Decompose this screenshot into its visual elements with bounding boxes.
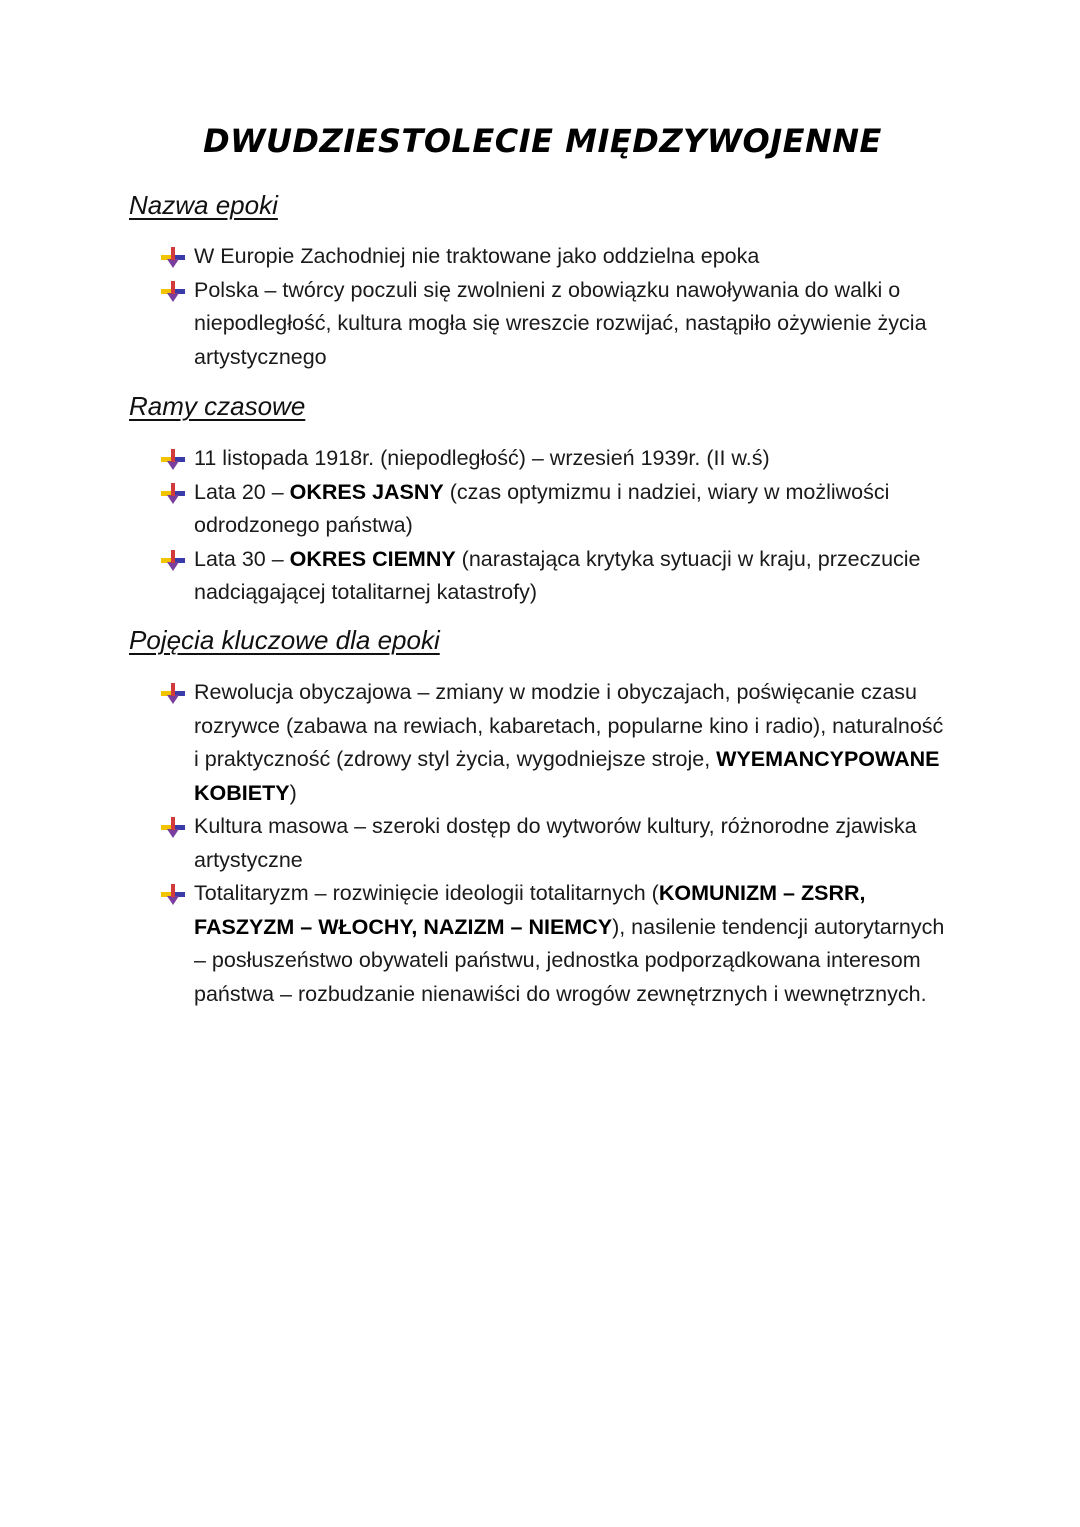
bullet-list (0, 676, 1080, 1011)
list-item (0, 274, 954, 375)
item-text: Polska – twórcy poczuli się zwolnieni z obowiązku nawoływania do walki o niepodległość, kultura mogła się wreszcie rozwijać, nastąpiło ożywienie życia artystycznego (194, 277, 927, 369)
list-item (0, 810, 954, 877)
bold-text: OKRES CIEMNY (289, 546, 456, 571)
cross-arrow-bullet-icon (160, 482, 186, 504)
bold-text: WYEMANCYPOWANE KOBIETY (194, 747, 940, 805)
item-text: Lata 30 – (194, 546, 290, 571)
item-text: W Europie Zachodniej nie traktowane jako oddzielna epoka (194, 244, 760, 268)
page-title: DWUDZIESTOLECIE MIĘDZYWOJENNE (203, 122, 882, 160)
item-text: ) (289, 780, 297, 805)
item-text: Rewolucja obyczajowa – zmiany w modzie i obyczajach, poświęcanie czasu rozrywce (zabawa na rewiach, kabaretach, popularne kino i radio), naturalność i praktyczność (zdrowy styl życia, wygodniejsze stroje, (194, 680, 944, 771)
bullet-list (0, 240, 1080, 374)
cross-arrow-bullet-icon (160, 549, 186, 571)
list-item (0, 877, 954, 1011)
cross-arrow-bullet-icon (160, 246, 186, 268)
bold-text: OKRES JASNY (289, 479, 444, 504)
item-text: Totalitaryzm – rozwinięcie ideologii totalitarnych ( (194, 881, 659, 905)
item-text: (narastająca krytyka sytuacji w kraju, przeczucie nadciągającej totalitarnej katastrofy) (194, 546, 921, 604)
cross-arrow-bullet-icon (160, 883, 186, 905)
item-text: Lata 20 – (194, 479, 290, 504)
item-text: ), nasilenie tendencji autorytarnych – posłuszeństwo obywateli państwu, jednostka podporządkowana interesom państwa – rozbudzanie nienawiści do wrogów zewnętrznych i wewnętrznych. (194, 914, 945, 1006)
cross-arrow-bullet-icon (160, 816, 186, 838)
cross-arrow-bullet-icon (160, 682, 186, 704)
section-heading: Pojęcia kluczowe dla epoki (129, 625, 440, 655)
bullet-list (0, 442, 1080, 610)
item-text: 11 listopada 1918r. (niepodległość) – wrzesień 1939r. (II w.ś) (194, 446, 770, 470)
list-item (0, 442, 954, 476)
section-heading: Nazwa epoki (129, 190, 278, 220)
list-item (0, 476, 954, 543)
bold-text: KOMUNIZM – ZSRR, FASZYZM – WŁOCHY, NAZIZM – NIEMCY (194, 881, 866, 939)
cross-arrow-bullet-icon (160, 448, 186, 470)
list-item (0, 240, 954, 274)
list-item (0, 543, 954, 610)
item-text: (czas optymizmu i nadziei, wiary w możliwości odrodzonego państwa) (194, 479, 890, 537)
item-text: Kultura masowa – szeroki dostęp do wytworów kultury, różnorodne zjawiska artystyczne (194, 814, 917, 872)
list-item (0, 676, 954, 810)
cross-arrow-bullet-icon (160, 280, 186, 302)
section-heading: Ramy czasowe (129, 391, 306, 421)
